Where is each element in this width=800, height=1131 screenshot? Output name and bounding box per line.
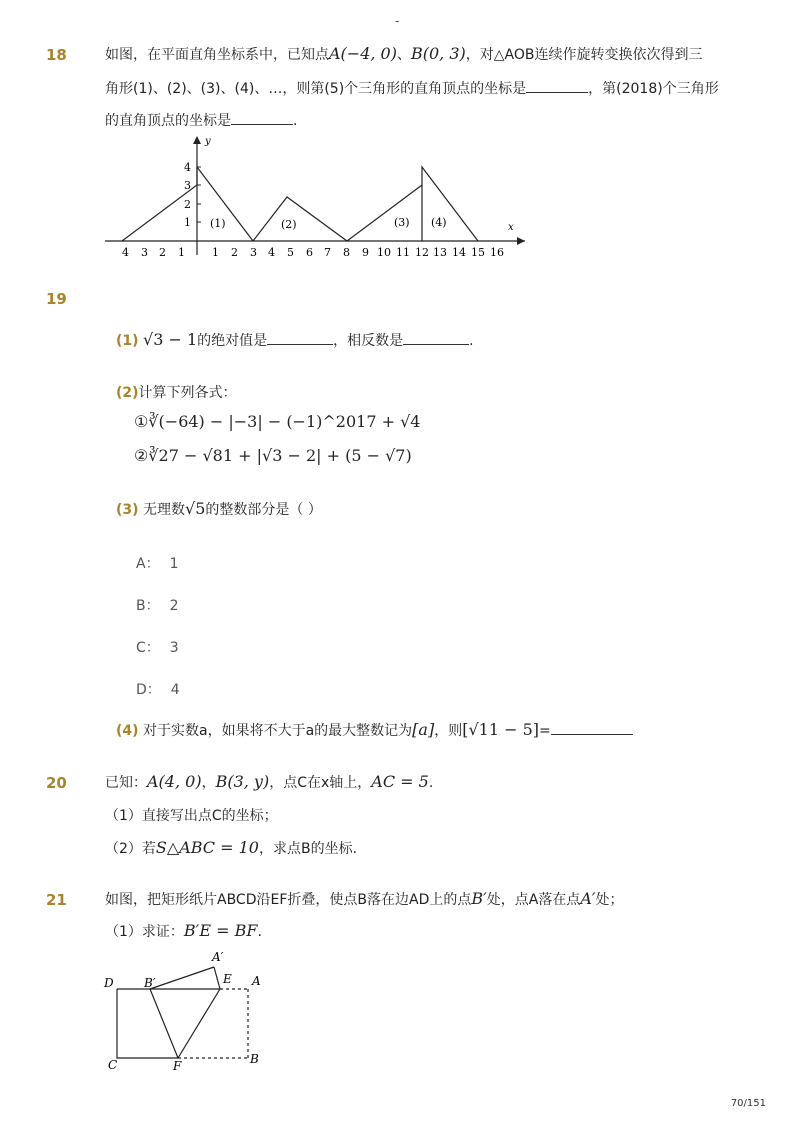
triangle-label: (4) (431, 216, 447, 229)
x-tick-label: 8 (343, 246, 350, 259)
option-d[interactable]: D： 4 (136, 682, 180, 698)
q20-line-3: （2）若S△ABC = 10，求点B的坐标． (105, 838, 367, 857)
q19-expression-1: ①∛(−64) − |−3| − (−1)^2017 + √4 (134, 412, 421, 431)
x-tick-label: 4 (122, 246, 129, 259)
label-d: D (104, 976, 114, 990)
y-ticks (184, 161, 201, 229)
label-f: F (173, 1059, 182, 1073)
x-tick-label: 1 (212, 246, 219, 259)
fold-line-ef (178, 989, 220, 1058)
top-mark: - (395, 14, 400, 28)
y-tick-label: 4 (184, 161, 191, 174)
q19-part-2: (2)计算下列各式： (116, 385, 237, 401)
q20-line-1: 已知：A(4, 0)，B(3, y)，点C在x轴上，AC = 5. (105, 772, 434, 791)
answer-blank[interactable] (267, 330, 333, 345)
q20-line-2: （1）直接写出点C的坐标； (105, 808, 278, 824)
x-tick-label: 3 (141, 246, 148, 259)
q18-line-1: 如图，在平面直角坐标系中，已知点A(−4, 0)、B(0, 3)，对△AOB连续作旋转变换依次得到三 (105, 44, 703, 63)
triangle-label: (3) (394, 216, 410, 229)
q21-line-2: （1）求证：B′E = BF. (105, 921, 262, 940)
label-b-prime: B′ (144, 976, 156, 990)
y-tick-label: 1 (184, 216, 191, 229)
question-number-21: 21 (46, 891, 67, 909)
label-b: B (250, 1052, 259, 1066)
y-tick-label: 3 (184, 179, 191, 192)
triangle-label: (1) (210, 217, 226, 230)
triangle-labels (210, 216, 447, 231)
question-number-20: 20 (46, 774, 67, 792)
option-c[interactable]: C： 3 (136, 640, 179, 656)
q18-line-3: 的直角顶点的坐标是 . (105, 110, 297, 131)
question-number-18: 18 (46, 46, 67, 64)
x-axis-arrow (517, 237, 525, 245)
x-tick-label: 5 (287, 246, 294, 259)
y-tick-label: 2 (184, 198, 191, 211)
x-tick-label: 3 (250, 246, 257, 259)
triangle-label: (2) (281, 218, 297, 231)
question-number-19: 19 (46, 290, 67, 308)
q18-line-2: 角形(1)、(2)、(3)、(4)、…，则第(5)个三角形的直角顶点的坐标是 ，第(2018)个三角形 (105, 78, 719, 99)
x-ticks (122, 246, 504, 259)
x-tick-label: 10 (377, 246, 391, 259)
q19-expression-2: ②∛27 − √81 + |√3 − 2| + (5 − √7) (134, 446, 412, 465)
x-tick-label: 4 (268, 246, 275, 259)
x-tick-label: 9 (362, 246, 369, 259)
answer-blank[interactable] (231, 110, 293, 125)
x-tick-label: 2 (231, 246, 238, 259)
edge-a-prime-e (214, 967, 220, 989)
rectangle-left-bottom (117, 989, 178, 1058)
q21-line-1: 如图，把矩形纸片ABCD沿EF折叠，使点B落在边AD上的点B′处，点A落在点A′处； (105, 889, 624, 908)
triangle-3 (347, 185, 422, 241)
q19-p4-expression: [√11 − 5] (462, 720, 539, 739)
q19-p3-expression: √5 (185, 499, 206, 518)
triangle-2 (253, 197, 347, 241)
q19-part-4: (4) 对于实数a，如果将不大于a的最大整数记为[a]，则[√11 − 5]= (116, 720, 633, 741)
q19-p1-expression: √3 − 1 (143, 330, 198, 349)
rotated-triangles (122, 167, 478, 241)
q19-part-3: (3) 无理数√5的整数部分是（ ） (116, 499, 322, 518)
x-tick-label: 14 (452, 246, 466, 259)
label-a-prime: A′ (212, 950, 224, 964)
option-a[interactable]: A： 1 (136, 556, 179, 572)
q18-coordinate-graph (100, 130, 530, 260)
y-axis-arrow (193, 136, 201, 144)
edge-b-prime-a-prime (150, 967, 214, 989)
q21-fold-figure (100, 945, 280, 1075)
x-tick-label: 15 (471, 246, 485, 259)
answer-blank[interactable] (403, 330, 469, 345)
label-c: C (108, 1058, 118, 1072)
x-tick-label: 6 (306, 246, 313, 259)
x-tick-label: 16 (490, 246, 504, 259)
x-tick-label: 7 (324, 246, 331, 259)
x-tick-label: 1 (178, 246, 185, 259)
fold-b-prime-f (150, 989, 178, 1058)
x-tick-label: 12 (415, 246, 429, 259)
page-number: 70/151 (730, 1098, 766, 1109)
x-axis-label: x (508, 222, 514, 233)
answer-blank[interactable] (526, 78, 588, 93)
answer-blank[interactable] (551, 720, 633, 735)
triangle-4 (422, 167, 478, 241)
option-b[interactable]: B： 2 (136, 598, 179, 614)
x-tick-label: 11 (396, 246, 410, 259)
q19-part-1: (1) √3 − 1的绝对值是 ，相反数是 . (116, 330, 474, 349)
floor-notation: [a] (412, 720, 435, 739)
q18-point-b: B(0, 3) (410, 44, 466, 63)
label-e: E (223, 972, 232, 986)
q18-point-a: A(−4, 0) (329, 44, 397, 63)
label-a: A (252, 974, 261, 988)
y-axis-label: y (205, 136, 211, 147)
x-tick-label: 13 (433, 246, 447, 259)
x-tick-label: 2 (159, 246, 166, 259)
